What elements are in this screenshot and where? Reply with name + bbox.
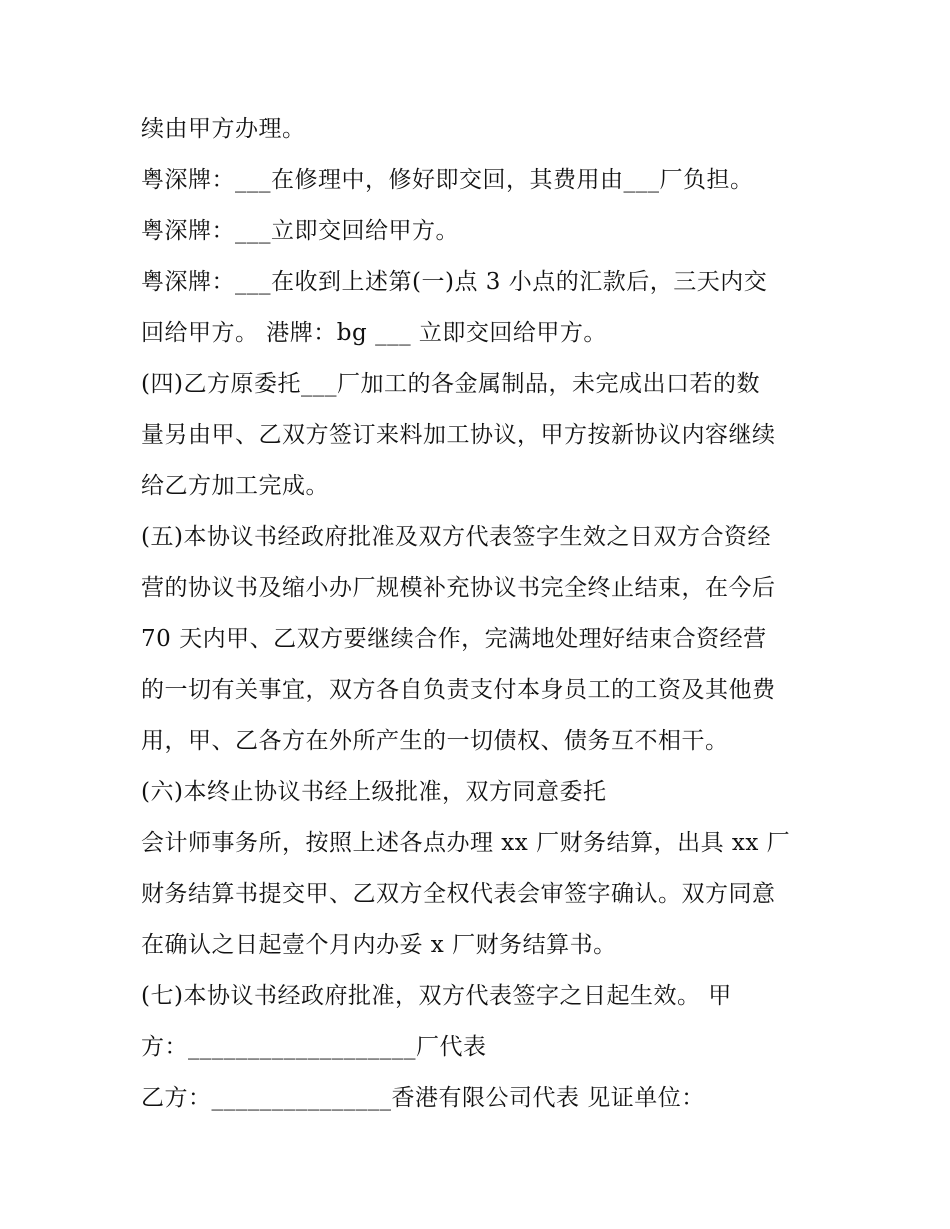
text-line: 量另由甲、乙双方签订来料加工协议，甲方按新协议内容继续 [141,422,776,448]
text-line: 粤深牌：___在修理中，修好即交回，其费用由___厂负担。 [141,167,754,193]
text-line: 用，甲、乙各方在外所产生的一切债权、债务互不相干。 [141,728,729,754]
text-line: 财务结算书提交甲、乙双方全权代表会审签字确认。双方同意 [141,881,776,907]
text-line: 回给甲方。 港牌：bg ___ 立即交回给甲方。 [141,320,607,346]
text-line: (六)本终止协议书经上级批准，双方同意委托 [141,779,607,805]
text-line: 方：___________________厂代表 [141,1034,487,1060]
text-line: 粤深牌：___在收到上述第(一)点 3 小点的汇款后，三天内交 [141,269,768,295]
document-page [141,104,831,1124]
text-line: 70 天内甲、乙双方要继续合作，完满地处理好结束合资经营 [141,626,767,652]
text-line: 会计师事务所，按照上述各点办理 xx 厂财务结算，出具 xx 厂 [141,830,791,856]
text-line: 乙方：_______________香港有限公司代表 见证单位： [141,1085,705,1111]
text-line: 在确认之日起壹个月内办妥 x 厂财务结算书。 [141,932,617,958]
text-line: 的一切有关事宜，双方各自负责支付本身员工的工资及其他费 [141,677,776,703]
text-line: 粤深牌：___立即交回给甲方。 [141,218,459,244]
text-line: (五)本协议书经政府批准及双方代表签字生效之日双方合资经 [141,524,771,550]
text-line: (四)乙方原委托___厂加工的各金属制品，未完成出口若的数 [141,371,760,397]
text-line: 续由甲方办理。 [141,116,306,142]
text-line: 给乙方加工完成。 [141,473,329,499]
text-line: 营的协议书及缩小办厂规模补充协议书完全终止结束，在今后 [141,575,776,601]
text-line: (七)本协议书经政府批准，双方代表签字之日起生效。 甲 [141,983,732,1009]
